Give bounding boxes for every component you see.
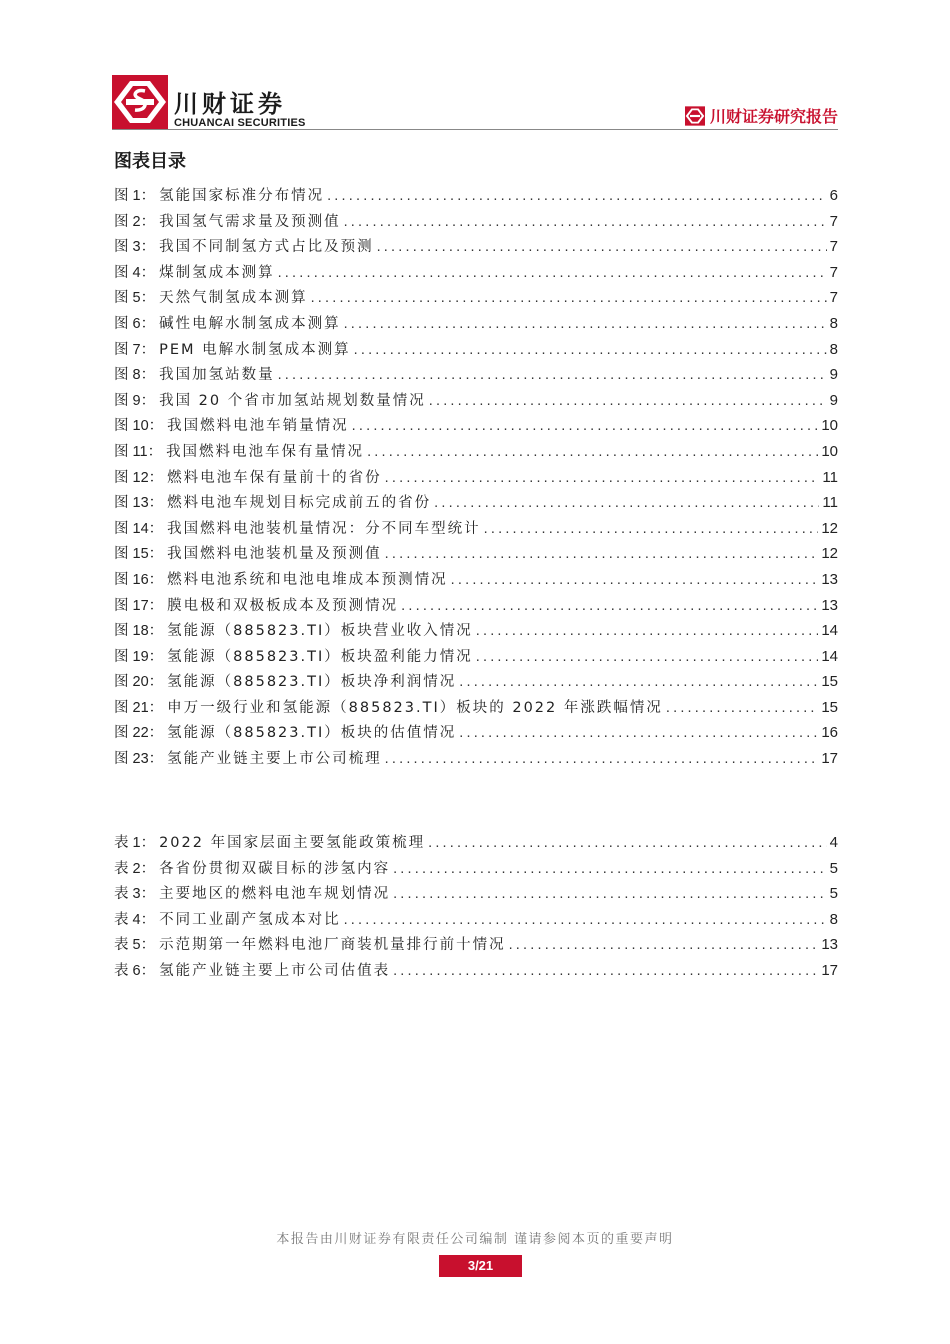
entry-page: 7 <box>829 289 838 307</box>
entry-prefix: 图 <box>114 520 131 537</box>
entry-page: 9 <box>829 391 838 409</box>
entry-text: 我国 20 个省市加氢站规划数量情况 <box>159 392 426 409</box>
entry-prefix: 表 <box>114 860 131 877</box>
entry-page: 11 <box>822 468 838 486</box>
entry-number: 7 <box>132 341 141 358</box>
dot-leader <box>367 444 818 460</box>
dot-leader <box>476 623 819 639</box>
entry-number: 6 <box>132 315 141 332</box>
entry-number: 4 <box>132 264 141 281</box>
toc-entry[interactable] <box>114 210 838 236</box>
toc-entry[interactable] <box>114 959 838 985</box>
entry-colon: ： <box>140 911 156 928</box>
toc-entry[interactable] <box>114 670 838 696</box>
entry-number: 16 <box>132 571 149 588</box>
entry-colon: ： <box>148 725 164 742</box>
dot-leader <box>434 495 819 511</box>
entry-colon: ： <box>140 341 156 358</box>
entry-colon: ： <box>148 546 164 563</box>
entry-text: 氢能产业链主要上市公司梳理 <box>167 751 382 768</box>
entry-prefix: 表 <box>114 911 131 928</box>
dot-leader <box>476 649 819 665</box>
entry-prefix: 图 <box>114 367 131 384</box>
entry-colon: ： <box>148 418 164 435</box>
entry-text: 碱性电解水制氢成本测算 <box>159 315 341 332</box>
entry-colon: ： <box>147 443 163 460</box>
entry-prefix: 图 <box>114 341 131 358</box>
dot-leader <box>393 886 827 902</box>
entry-prefix: 图 <box>114 597 131 614</box>
entry-text: 燃料电池车保有量前十的省份 <box>167 469 382 486</box>
entry-number: 12 <box>132 469 149 486</box>
entry-colon: ： <box>148 751 164 768</box>
entry-text: 氢能国家标准分布情况 <box>159 188 325 204</box>
entry-page: 7 <box>829 238 838 256</box>
dot-leader <box>509 937 819 953</box>
toc-entry[interactable] <box>114 908 838 934</box>
entry-number: 3 <box>132 239 141 256</box>
entry-text: PEM 电解水制氢成本测算 <box>159 341 351 358</box>
toc-entry[interactable] <box>114 721 838 747</box>
entry-colon: ： <box>148 699 164 716</box>
entry-prefix: 图 <box>114 648 131 665</box>
toc-entry[interactable] <box>114 414 838 440</box>
dot-leader <box>666 700 818 716</box>
entry-colon: ： <box>148 571 164 588</box>
entry-text: 申万一级行业和氢能源（885823.TI）板块的 2022 年涨跌幅情况 <box>167 699 663 716</box>
table-list <box>114 831 838 985</box>
entry-text: 示范期第一年燃料电池厂商装机量排行前十情况 <box>159 937 506 954</box>
entry-page: 8 <box>829 340 838 358</box>
entry-colon: ： <box>140 937 156 954</box>
entry-colon: ： <box>140 835 156 851</box>
entry-prefix: 图 <box>114 443 131 460</box>
entry-prefix: 图 <box>114 290 131 307</box>
dot-leader <box>327 188 827 204</box>
toc-entry[interactable] <box>114 594 838 620</box>
entry-colon: ： <box>148 648 164 665</box>
entry-prefix: 图 <box>114 264 131 281</box>
entry-colon: ： <box>140 213 156 230</box>
entry-text: 煤制氢成本测算 <box>159 264 275 281</box>
entry-number: 10 <box>132 418 149 435</box>
entry-page: 15 <box>821 698 838 716</box>
toc-entry[interactable] <box>114 235 838 261</box>
entry-prefix: 图 <box>114 751 131 768</box>
entry-page: 5 <box>829 859 838 877</box>
entry-text: 膜电极和双极板成本及预测情况 <box>167 597 399 614</box>
entry-prefix: 图 <box>114 699 131 716</box>
entry-text: 我国加氢站数量 <box>159 367 275 384</box>
entry-colon: ： <box>140 392 156 409</box>
toc-entry[interactable] <box>114 184 838 210</box>
page-number-badge: 3/21 <box>439 1255 522 1277</box>
entry-number: 1 <box>132 188 141 204</box>
entry-colon: ： <box>140 264 156 281</box>
header-divider <box>112 129 838 130</box>
report-label-text: 川财证券研究报告 <box>709 107 838 126</box>
toc-entry[interactable] <box>114 517 838 543</box>
toc-entry[interactable] <box>114 696 838 722</box>
entry-page: 10 <box>821 442 838 460</box>
entry-text: 氢能源（885823.TI）板块营业收入情况 <box>167 623 473 640</box>
entry-page: 12 <box>821 545 838 563</box>
entry-prefix: 表 <box>114 937 131 954</box>
entry-number: 19 <box>132 648 149 665</box>
footer-disclaimer: 本报告由川财证券有限责任公司编制 谨请参阅本页的重要声明 <box>276 1232 674 1247</box>
entry-number: 5 <box>132 290 141 307</box>
entry-page: 12 <box>821 519 838 537</box>
entry-text: 主要地区的燃料电池车规划情况 <box>159 886 391 903</box>
entry-number: 13 <box>132 495 149 512</box>
dot-leader <box>278 367 827 383</box>
dot-leader <box>354 342 827 358</box>
entry-text: 各省份贯彻双碳目标的涉氢内容 <box>159 860 391 877</box>
entry-page: 8 <box>829 910 838 928</box>
entry-prefix: 图 <box>114 392 131 409</box>
dot-leader <box>352 418 819 434</box>
entry-page: 14 <box>821 622 838 640</box>
dot-leader <box>484 521 819 537</box>
entry-prefix: 图 <box>114 623 131 640</box>
toc-entry[interactable] <box>114 261 838 287</box>
toc-entry[interactable] <box>114 286 838 312</box>
entry-colon: ： <box>140 315 156 332</box>
chuancai-logo <box>112 75 168 129</box>
dot-leader <box>344 214 827 230</box>
toc-entry[interactable] <box>114 440 838 466</box>
toc-entry[interactable] <box>114 542 838 568</box>
entry-text: 2022 年国家层面主要氢能政策梳理 <box>159 835 426 851</box>
entry-prefix: 表 <box>114 835 131 851</box>
entry-colon: ： <box>148 495 164 512</box>
entry-number: 9 <box>132 392 141 409</box>
entry-colon: ： <box>140 239 156 256</box>
toc-entry[interactable] <box>114 619 838 645</box>
entry-text: 我国燃料电池装机量及预测值 <box>167 546 382 563</box>
toc-entry[interactable] <box>114 933 838 959</box>
toc-entry[interactable] <box>114 466 838 492</box>
entry-prefix: 图 <box>114 188 131 204</box>
dot-leader <box>459 725 818 741</box>
entry-page: 13 <box>821 596 838 614</box>
entry-colon: ： <box>140 188 156 204</box>
entry-page: 9 <box>829 366 838 384</box>
entry-text: 我国燃料电池车保有量情况 <box>166 443 365 460</box>
dot-leader <box>393 861 827 877</box>
entry-page: 13 <box>821 570 838 588</box>
entry-prefix: 图 <box>114 546 131 563</box>
entry-number: 8 <box>132 367 141 384</box>
entry-text: 氢能产业链主要上市公司估值表 <box>159 962 391 979</box>
entry-number: 5 <box>132 937 141 954</box>
toc-entry[interactable] <box>114 312 838 338</box>
report-label <box>685 104 838 127</box>
entry-number: 3 <box>132 886 141 903</box>
entry-text: 氢能源（885823.TI）板块盈利能力情况 <box>167 648 473 665</box>
entry-text: 燃料电池系统和电池电堆成本预测情况 <box>167 571 448 588</box>
entry-text: 不同工业副产氢成本对比 <box>159 911 341 928</box>
entry-number: 4 <box>132 911 141 928</box>
entry-text: 我国不同制氢方式占比及预测 <box>159 239 374 256</box>
dot-leader <box>428 835 827 851</box>
toc-entry[interactable] <box>114 568 838 594</box>
dot-leader <box>385 546 819 562</box>
entry-page: 13 <box>821 936 838 954</box>
entry-number: 21 <box>132 699 149 716</box>
entry-prefix: 图 <box>114 418 131 435</box>
entry-text: 我国燃料电池装机量情况：分不同车型统计 <box>167 520 481 537</box>
entry-number: 2 <box>132 860 141 877</box>
entry-colon: ： <box>140 860 156 877</box>
entry-page: 4 <box>829 834 838 851</box>
entry-page: 7 <box>829 263 838 281</box>
entry-text: 我国氢气需求量及预测值 <box>159 213 341 230</box>
entry-prefix: 图 <box>114 725 131 742</box>
entry-prefix: 图 <box>114 571 131 588</box>
entry-text: 我国燃料电池车销量情况 <box>167 418 349 435</box>
entry-prefix: 图 <box>114 315 131 332</box>
entry-colon: ： <box>140 290 156 307</box>
entry-page: 7 <box>829 212 838 230</box>
toc-entry[interactable] <box>114 491 838 517</box>
dot-leader <box>278 265 827 281</box>
entry-text: 燃料电池车规划目标完成前五的省份 <box>167 495 432 512</box>
entry-colon: ： <box>140 962 156 979</box>
toc-entry[interactable] <box>114 831 838 857</box>
entry-colon: ： <box>148 623 164 640</box>
toc-entry[interactable] <box>114 747 838 773</box>
entry-number: 6 <box>132 962 141 979</box>
dot-leader <box>344 316 827 332</box>
entry-number: 2 <box>132 213 141 230</box>
dot-leader <box>311 290 827 306</box>
entry-page: 15 <box>821 673 838 691</box>
entry-number: 20 <box>132 674 149 691</box>
entry-prefix: 图 <box>114 469 131 486</box>
entry-text: 氢能源（885823.TI）板块的估值情况 <box>167 725 457 742</box>
chuancai-mini-logo-icon <box>685 106 705 126</box>
entry-number: 22 <box>132 725 149 742</box>
entry-page: 17 <box>821 750 838 768</box>
dot-leader <box>344 912 827 928</box>
entry-prefix: 表 <box>114 886 131 903</box>
entry-number: 11 <box>132 443 148 460</box>
dot-leader <box>377 239 827 255</box>
entry-colon: ： <box>148 469 164 486</box>
toc-entry[interactable] <box>114 363 838 389</box>
entry-page: 8 <box>829 314 838 332</box>
toc-entry[interactable] <box>114 645 838 671</box>
dot-leader <box>385 470 820 486</box>
entry-prefix: 图 <box>114 239 131 256</box>
dot-leader <box>459 674 818 690</box>
entry-colon: ： <box>140 886 156 903</box>
entry-page: 6 <box>829 187 838 204</box>
brand-name-cn: 川财证券 <box>174 90 286 118</box>
toc-entry[interactable] <box>114 338 838 364</box>
brand-name-en: CHUANCAI SECURITIES <box>174 117 306 129</box>
entry-number: 14 <box>132 520 149 537</box>
entry-colon: ： <box>148 520 164 537</box>
entry-page: 5 <box>829 885 838 903</box>
figure-list <box>114 184 838 773</box>
entry-colon: ： <box>148 674 164 691</box>
dot-leader <box>429 393 827 409</box>
entry-page: 10 <box>821 417 838 435</box>
entry-number: 1 <box>132 835 141 851</box>
toc-entry[interactable] <box>114 389 838 415</box>
entry-prefix: 图 <box>114 674 131 691</box>
entry-page: 11 <box>822 494 838 512</box>
entry-colon: ： <box>148 597 164 614</box>
dot-leader <box>393 963 818 979</box>
entry-number: 15 <box>132 546 149 563</box>
dot-leader <box>401 598 818 614</box>
entry-prefix: 图 <box>114 495 131 512</box>
entry-page: 17 <box>821 961 838 979</box>
toc-entry[interactable] <box>114 857 838 883</box>
entry-number: 17 <box>132 597 149 614</box>
entry-text: 天然气制氢成本测算 <box>159 290 308 307</box>
entry-text: 氢能源（885823.TI）板块净利润情况 <box>167 674 457 691</box>
entry-number: 23 <box>132 751 149 768</box>
dot-leader <box>385 751 819 767</box>
entry-page: 14 <box>821 647 838 665</box>
entry-number: 18 <box>132 623 149 640</box>
entry-prefix: 表 <box>114 962 131 979</box>
entry-page: 16 <box>821 724 838 742</box>
toc-entry[interactable] <box>114 882 838 908</box>
dot-leader <box>451 572 819 588</box>
entry-prefix: 图 <box>114 213 131 230</box>
toc-title: 图表目录 <box>114 151 186 172</box>
entry-colon: ： <box>140 367 156 384</box>
